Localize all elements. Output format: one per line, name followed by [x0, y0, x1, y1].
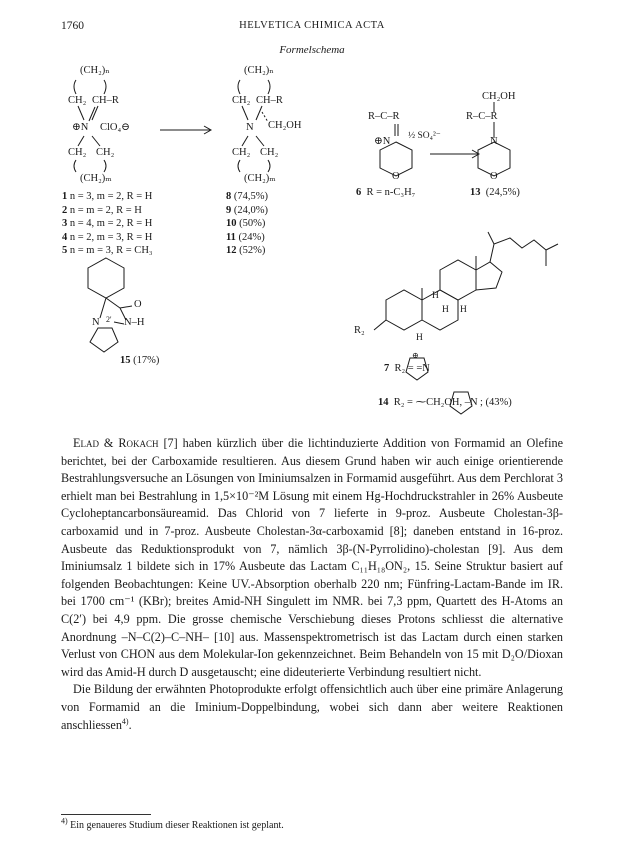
reactant-bond-n-ch2-right — [92, 136, 100, 146]
scheme-title: Formelschema — [279, 44, 345, 56]
page-number: 1760 — [61, 20, 84, 32]
reactant-row-2: 2 n = m = 2, R = H — [62, 204, 142, 216]
reactant-list — [62, 190, 153, 258]
reactant-ch-r: CH–R — [92, 95, 119, 106]
lactam-nh: N–H — [124, 317, 145, 328]
reactant-ch2-bottom-right: CH₂ — [96, 147, 115, 158]
morph-product-n: N — [490, 136, 498, 147]
steroid-side-chain-21 — [488, 232, 494, 244]
formula-scheme — [0, 0, 624, 420]
lactam-cyclohexane-ring — [88, 258, 124, 298]
product-row-10: 10 (50%) — [226, 218, 266, 229]
steroid-ring-a — [386, 290, 422, 330]
paragraph-1-text: [7] haben kürzlich über die lichtinduzierte Addition von Formamid an Olefine berichtet, bei der Carboxamide resultieren. Aus diesem Grund haben wir auch einige orientierende Bestrahlungsversuche an Lösungen von Iminiumsalzen in Formamid ausgeführt. Aus dem Perchlorat 3 erhielt man bei Bestrahlung in 1,5×10⁻²M Lösung mit einem Hg-Hochdruckstrahler in 26% Ausbeute Cycloheptancarbonsäureamid. Das Chlorid von 7 lieferte in 9-proz. Ausbeute Cholestan-3β-carboxamid und in 7-proz. Ausbeute Cholestan-3α-carboxamid [8]; daneben entstand in 16-proz. Ausbeute das Reduktionsprodukt von 7, nämlich 3β-(N-Pyrrolidino)-cholestan [9]. Aus dem Iminiumsalz 1 bildete sich in 17% Ausbeute das Lactam C₁₁H₁₈ON₂, 15. Seine Struktur basiert auf folgenden Beobachtungen: Keine UV.-Absorption oberhalb 220 nm; Fünfring-Lactam-Bande im IR. bei 1700 cm⁻¹ (KBr); breites Amid-NH Singulett im NMR. bei 7,3 ppm, Quartett des H-Atoms an C(2′) bei 4,9 ppm. Die grosse chemische Verschiebung dieses Protons schliesst die alternative Anordnung –N–C(2)–C–NH– [10] aus. Massenspektrometrisch ist das Lactam durch einen starken Verlust von CHON aus dem Molekular-Ion gekennzeichnet. Beim Behandeln von 15 mit D₂O/Dioxan wird das Amid-H durch D ausgetauscht; eine dideuterierte Verbindung resultiert nicht. — [61, 436, 563, 679]
product-bond-n-ch2-right — [256, 136, 264, 146]
footnote-mark: 4) — [61, 816, 68, 826]
product-top-bond-right — [268, 80, 270, 94]
footnote-text: Ein genaueres Studium dieser Reaktionen ist geplant. — [70, 820, 284, 831]
steroid-ring-c — [440, 260, 476, 300]
product-bottom-bond-left — [238, 160, 240, 172]
reactant-bottom-bond-left — [74, 160, 76, 172]
paragraph-2-end: . — [128, 717, 132, 732]
product-top-bond-left — [238, 80, 240, 94]
product-list — [226, 190, 268, 258]
footnote — [61, 816, 563, 831]
steroid-r2-bond — [374, 320, 386, 330]
journal-title: HELVETICA CHIMICA ACTA — [239, 20, 385, 31]
footnote-reference: 4) — [121, 716, 129, 726]
label-7-charge: ⊕ — [412, 351, 419, 360]
paragraph-1 — [61, 435, 563, 681]
product-bottom-label: (CH₂)ₘ — [244, 173, 276, 184]
lactam-bond-c2-nh — [114, 322, 124, 324]
reactant-row-3: 3 n = 4, m = 2, R = H — [62, 218, 153, 229]
reactant-top-bond-left — [74, 80, 76, 94]
lactam-oxygen: O — [134, 299, 142, 310]
steroid-h-5: H — [416, 333, 423, 343]
product-ch2-bottom-left: CH₂ — [232, 147, 251, 158]
steroid-side-chain — [490, 238, 546, 266]
steroid-h-8: H — [432, 291, 439, 301]
reactant-charged-n: ⊕N — [72, 122, 89, 133]
footnote-divider — [61, 814, 151, 815]
product-row-11: 11 (24%) — [226, 231, 265, 243]
reactant-bottom-bond-right — [104, 160, 106, 172]
product-row-12: 12 (52%) — [226, 245, 266, 256]
morph-reactant-caption: 6 R = n-C₃H₇ — [356, 187, 416, 198]
morph-reactant-top: R–C–R — [368, 111, 400, 122]
steroid-r2: R₂ — [354, 325, 365, 336]
product-n: N — [246, 122, 254, 133]
product-row-9: 9 (24,0%) — [226, 204, 268, 216]
reactant-ch2-left: CH₂ — [68, 95, 87, 106]
reactant-row-4: 4 n = 2, m = 3, R = H — [62, 231, 153, 243]
label-14-yield: ; (43%) — [480, 397, 512, 408]
label-7: 7 R₂ = =N — [384, 363, 430, 374]
reactant-top-bond-right — [104, 80, 106, 94]
reactant-counterion: ClO₄⊖ — [100, 122, 130, 133]
paragraph-2 — [61, 681, 563, 734]
steroid-h-9: H — [442, 305, 449, 315]
steroid-ring-d — [476, 262, 502, 290]
product-ch2oh: CH₂OH — [268, 120, 302, 131]
paragraph-2-text: Die Bildung der erwähnten Photoprodukte erfolgt offensichtlich auch über eine primäre Anlagerung von Formamid an die Iminium-Doppelbindung, wobei sich dann aber weitere Reaktionen anschliessen — [61, 682, 563, 732]
reactant-row-5: 5 n = m = 3, R = CH₃ — [62, 245, 153, 256]
reactant-bond-left-n — [78, 106, 84, 120]
lactam-n: N — [92, 317, 100, 328]
label-14: 14 R₂ = ⁓CH₂OH, –N — [378, 397, 478, 408]
morph-reactant-n: ⊕N — [374, 136, 391, 147]
product-ch2-bottom-right: CH₂ — [260, 147, 279, 158]
steroid-ring-b — [422, 290, 458, 330]
product-bottom-bond-right — [268, 160, 270, 172]
lactam-caption: 15 (17%) — [120, 355, 160, 366]
reactant-ch2-bottom-left: CH₂ — [68, 147, 87, 158]
product-row-8: 8 (74,5%) — [226, 191, 268, 202]
product-ch-r: CH–R — [256, 95, 283, 106]
morph-reactant-counterion: ½ SO₄²⁻ — [408, 131, 441, 141]
steroid-h-14: H — [460, 305, 467, 315]
author-citation: Elad & Rokach — [73, 436, 159, 450]
product-bond-n-ch2-left — [242, 136, 248, 146]
product-top-label: (CH₂)ₙ — [244, 65, 274, 76]
body-text — [61, 435, 563, 734]
lactam-co-bond — [120, 306, 132, 308]
morph-product-oxygen: O — [490, 171, 498, 182]
morph-reactant-oxygen: O — [392, 171, 400, 182]
product-ch2-left: CH₂ — [232, 95, 251, 106]
reactant-bottom-label: (CH₂)ₘ — [80, 173, 112, 184]
reactant-top-label: (CH₂)ₙ — [80, 65, 110, 76]
lactam-position: 2' — [106, 315, 112, 324]
reactant-row-1: 1 n = 3, m = 2, R = H — [62, 191, 153, 202]
lactam-bond-c-co — [106, 298, 120, 308]
morph-product-caption: 13 (24,5%) — [470, 187, 520, 198]
product-bond-left-n — [242, 106, 248, 120]
morph-product-rcr: R–C–R — [466, 111, 498, 122]
morph-product-ch2oh: CH₂OH — [482, 91, 516, 102]
reactant-bond-n-ch2-left — [78, 136, 84, 146]
product-bond-to-n — [256, 106, 262, 120]
steroid-side-chain-methyl — [546, 244, 558, 250]
lactam-pyrrolidine-ring — [90, 328, 118, 352]
